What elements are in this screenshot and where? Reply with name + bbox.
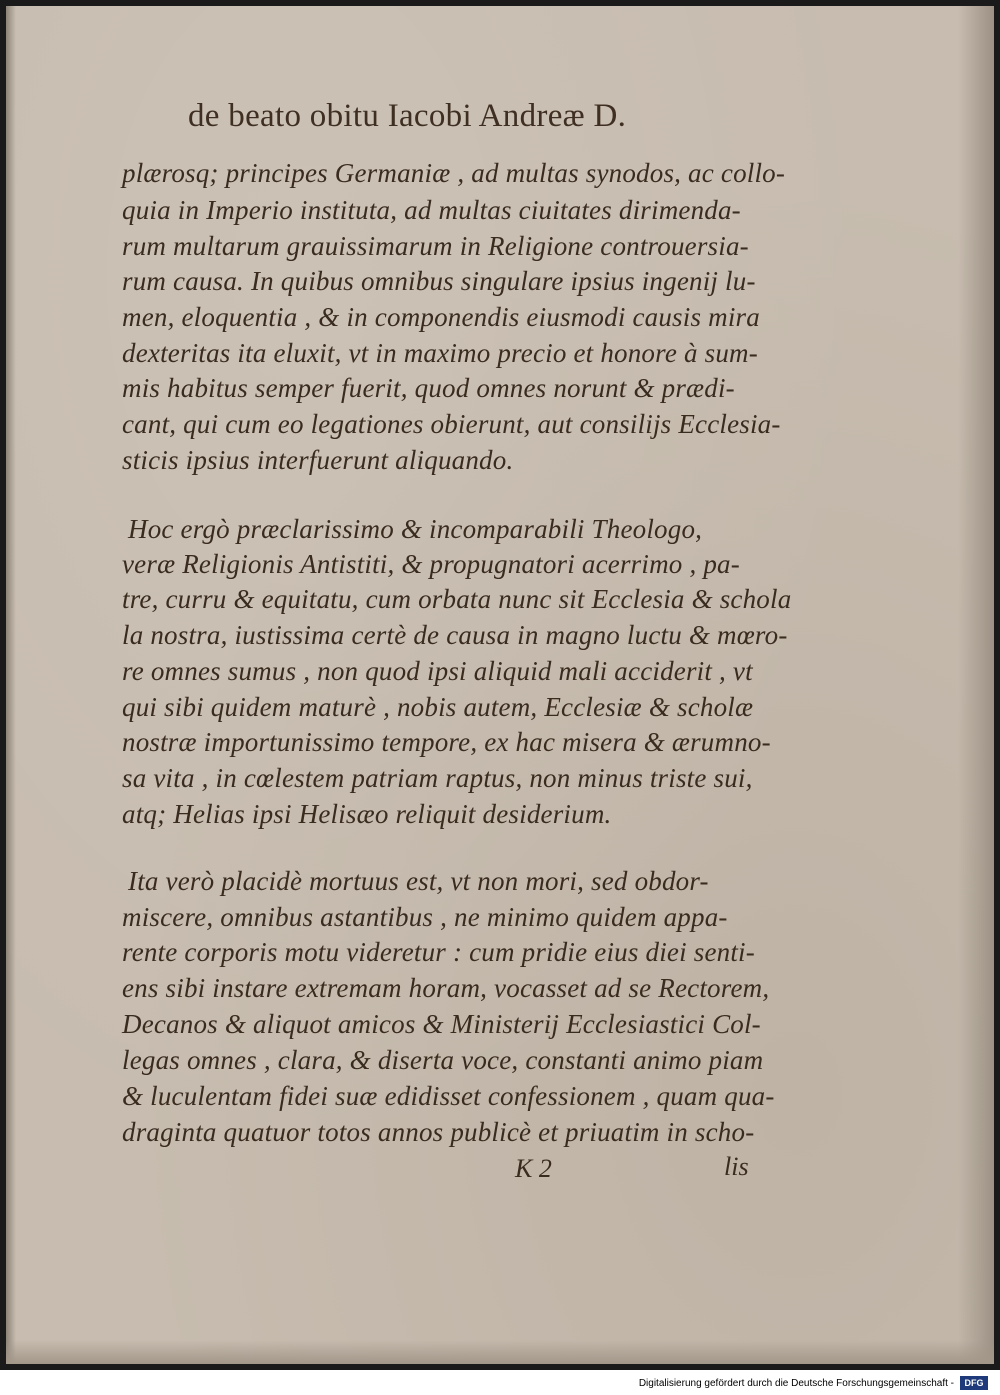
text-line: Ita verò placidè mortuus est, vt non mori, sed obdor- bbox=[128, 866, 709, 896]
text-line: veræ Religionis Antistiti, & propugnatori acerrimo , pa- bbox=[122, 549, 740, 579]
text-line: plærosq; principes Germaniæ , ad multas synodos, ac collo- bbox=[122, 158, 786, 188]
text-line: miscere, omnibus astantibus , ne minimo quidem appa- bbox=[122, 902, 728, 932]
text-line: la nostra, iustissima certè de causa in magno luctu & mœro- bbox=[122, 620, 788, 650]
footer-credit: Digitalisierung gefördert durch die Deutsche Forschungsgemeinschaft - bbox=[638, 1378, 954, 1389]
running-head: de beato obitu Iacobi Andreæ D. bbox=[188, 98, 627, 134]
text-line: atq; Helias ipsi Helisæo reliquit desiderium. bbox=[122, 799, 612, 829]
catchword: lis bbox=[724, 1152, 749, 1181]
text-line: & luculentam fidei suæ edidisset confessionem , quam qua- bbox=[122, 1081, 775, 1111]
text-line: legas omnes , clara, & diserta voce, constanti animo piam bbox=[122, 1045, 764, 1075]
text-line: sticis ipsius interfuerunt aliquando. bbox=[122, 445, 514, 475]
text-line: qui sibi quidem maturè , nobis autem, Ecclesiæ & scholæ bbox=[122, 692, 754, 722]
text-line: re omnes sumus , non quod ipsi aliquid mali acciderit , vt bbox=[122, 656, 753, 686]
text-line: sa vita , in cœlestem patriam raptus, non minus triste sui, bbox=[122, 763, 753, 793]
text-line: draginta quatuor totos annos publicè et priuatim in scho- bbox=[122, 1117, 755, 1147]
text-line: rente corporis motu videretur : cum pridie eius diei senti- bbox=[122, 937, 755, 967]
text-line: mis habitus semper fuerit, quod omnes norunt & prædi- bbox=[122, 373, 735, 403]
text-line: ens sibi instare extremam horam, vocasset ad se Rectorem, bbox=[122, 973, 770, 1003]
page-bottom-shadow bbox=[6, 1340, 994, 1364]
dfg-logo-icon: DFG bbox=[960, 1376, 988, 1390]
text-line: rum causa. In quibus omnibus singulare ipsius ingenij lu- bbox=[122, 266, 756, 296]
text-line: dexteritas ita eluxit, vt in maximo precio et honore à sum- bbox=[122, 338, 758, 368]
text-line: Hoc ergò præclarissimo & incomparabili Theologo, bbox=[128, 514, 703, 544]
text-line: rum multarum grauissimarum in Religione controuersia- bbox=[122, 231, 749, 261]
page-gutter-shadow bbox=[6, 6, 16, 1364]
text-line: quia in Imperio instituta, ad multas ciuitates dirimenda- bbox=[122, 195, 741, 225]
text-line: Decanos & aliquot amicos & Ministerij Ecclesiastici Col- bbox=[122, 1009, 761, 1039]
page-edge-shadow bbox=[958, 6, 994, 1364]
text-line: cant, qui cum eo legationes obierunt, aut consilijs Ecclesia- bbox=[122, 409, 781, 439]
text-line: nostræ importunissimo tempore, ex hac misera & ærumno- bbox=[122, 727, 771, 757]
text-line: tre, curru & equitatu, cum orbata nunc sit Ecclesia & schola bbox=[122, 584, 792, 614]
text-line: men, eloquentia , & in componendis eiusmodi causis mira bbox=[122, 302, 760, 332]
signature-mark: K 2 bbox=[515, 1154, 552, 1183]
